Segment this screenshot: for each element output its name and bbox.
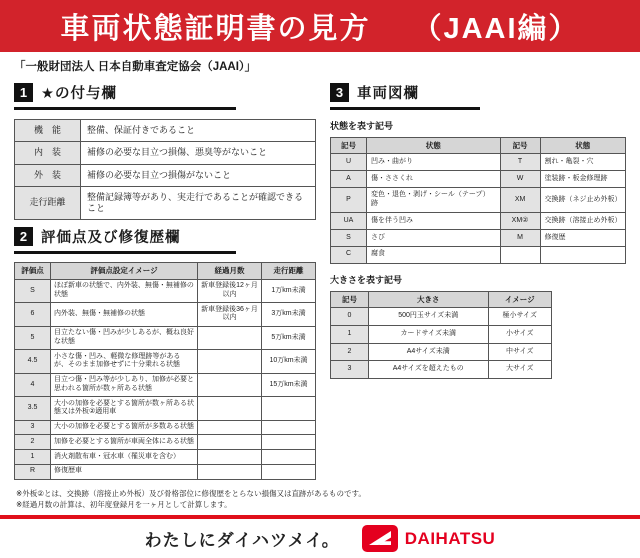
section-1-title: ★の付与欄 (41, 86, 117, 102)
grade-cell: 3 (15, 420, 51, 435)
condition-cell: 変色・退色・剥げ・シール（テープ）跡 (367, 187, 501, 213)
col-header-symbol: 記号 (331, 291, 369, 307)
image-cell: 極小サイズ (488, 308, 552, 326)
description-cell: 小さな傷・凹み、軽微な修理跡等があるが、そのまま加修せずに十分乗れる状態 (51, 350, 198, 374)
size-symbols-label: 大きさを表す記号 (330, 274, 403, 285)
table-row (15, 420, 316, 435)
table-row (331, 230, 626, 247)
symbol-cell: 1 (331, 325, 369, 343)
image-cell: 中サイズ (488, 343, 552, 361)
condition-cell: 割れ・亀裂・穴 (540, 154, 625, 171)
table-row (331, 246, 626, 263)
symbol-cell: UA (331, 213, 367, 230)
criteria-label-cell: 機 能 (15, 120, 81, 142)
table-row (331, 187, 626, 213)
image-cell: 大サイズ (488, 361, 552, 379)
col-header-image: イメージ (488, 291, 552, 307)
distance-cell: 5万km未満 (262, 326, 316, 350)
description-cell: 内外装、無傷・無補修の状態 (51, 303, 198, 327)
description-cell: 修復歴車 (51, 464, 198, 479)
table-row (15, 373, 316, 397)
table-row (331, 308, 552, 326)
symbol-cell: 3 (331, 361, 369, 379)
star-criteria-table (14, 119, 316, 220)
distance-cell (262, 397, 316, 421)
daihatsu-wordmark: DAIHATSU (404, 528, 496, 548)
table-row (331, 213, 626, 230)
months-cell (198, 326, 262, 350)
footnote-line: ※経過月数の計算は、初年度登録月を一ヶ月として計算します。 (16, 499, 232, 509)
criteria-desc-cell: 整備、保証付きであること (81, 120, 316, 142)
condition-cell: 凹み・曲がり (367, 154, 501, 171)
content-columns (0, 74, 640, 480)
table-row (331, 361, 552, 379)
months-cell (198, 420, 262, 435)
col-header-symbol: 記号 (331, 138, 367, 154)
table-row (15, 350, 316, 374)
size-cell: A4サイズ未満 (369, 343, 489, 361)
table-row (15, 303, 316, 327)
condition-cell: 腐食 (367, 246, 501, 263)
grade-cell: 6 (15, 303, 51, 327)
section-2-heading (14, 226, 236, 254)
daihatsu-logo (362, 525, 496, 552)
months-cell (198, 350, 262, 374)
criteria-label-cell: 走行距離 (15, 186, 81, 220)
table-row (15, 450, 316, 465)
section-2-number-badge: 2 (14, 227, 33, 246)
description-cell: 加修を必要とする箇所が車両全体にある状態 (51, 435, 198, 450)
condition-cell: 交換跡（溶接止め外板） (540, 213, 625, 230)
symbol-cell: A (331, 171, 367, 188)
table-row (15, 164, 316, 186)
col-header-distance: 走行距離 (262, 263, 316, 279)
page-edition: （JAAI編） (412, 12, 580, 45)
section-1-number-badge: 1 (14, 83, 33, 102)
distance-cell (262, 450, 316, 465)
table-header-row (15, 263, 316, 279)
table-row (331, 154, 626, 171)
distance-cell: 1万km未満 (262, 279, 316, 303)
col-header-grade: 評価点 (15, 263, 51, 279)
page-title: 車両状態証明書の見方 (60, 12, 371, 45)
image-cell: 小サイズ (488, 325, 552, 343)
col-header-months: 経過月数 (198, 263, 262, 279)
table-row (15, 186, 316, 220)
description-cell: 消火剤散布車・冠水車（罹災車を含む） (51, 450, 198, 465)
months-cell (198, 464, 262, 479)
distance-cell: 3万km未満 (262, 303, 316, 327)
criteria-desc-cell: 補修の必要な目立つ損傷がないこと (81, 164, 316, 186)
size-symbols-table (330, 291, 552, 379)
condition-cell: 傷・ささくれ (367, 171, 501, 188)
page-banner (0, 0, 640, 52)
section-3-heading (330, 82, 480, 110)
footnotes (0, 480, 640, 511)
section-3-title: 車両図欄 (357, 86, 419, 102)
grade-cell: 4 (15, 373, 51, 397)
criteria-desc-cell: 整備記録簿等があり、実走行であることが確認できること (81, 186, 316, 220)
table-row (331, 343, 552, 361)
symbol-cell: 0 (331, 308, 369, 326)
footnote-line: ※外板②とは、交換跡（溶接止め外板）及び骨格部位に修復歴をとらない損傷又は直跡があるものです。 (16, 488, 366, 498)
table-row (15, 120, 316, 142)
section-3-number-badge: 3 (330, 83, 349, 102)
symbol-cell: M (500, 230, 540, 247)
table-header-row (331, 138, 626, 154)
condition-symbols-table (330, 137, 626, 264)
distance-cell (262, 435, 316, 450)
distance-cell (262, 464, 316, 479)
symbol-cell: U (331, 154, 367, 171)
table-row (331, 171, 626, 188)
left-column (14, 76, 316, 480)
grade-cell: R (15, 464, 51, 479)
col-header-size: 大きさ (369, 291, 489, 307)
symbol-cell: XM② (500, 213, 540, 230)
organization-subtitle: 「一般財団法人 日本自動車査定協会（JAAI）」 (14, 61, 257, 73)
months-cell: 新車登録後12ヶ月以内 (198, 279, 262, 303)
col-header-condition: 状態 (367, 138, 501, 154)
condition-cell: 塗装跡・板金修理跡 (540, 171, 625, 188)
grade-cell: 2 (15, 435, 51, 450)
grade-cell: 4.5 (15, 350, 51, 374)
table-row (15, 464, 316, 479)
condition-cell: 交換跡（ネジ止め外板） (540, 187, 625, 213)
condition-cell: 修復歴 (540, 230, 625, 247)
distance-cell: 15万km未満 (262, 373, 316, 397)
distance-cell (262, 420, 316, 435)
condition-cell: さび (367, 230, 501, 247)
size-cell: A4サイズを超えたもの (369, 361, 489, 379)
condition-symbols-label: 状態を表す記号 (330, 121, 394, 131)
condition-cell (540, 246, 625, 263)
table-row (15, 279, 316, 303)
criteria-label-cell: 外 装 (15, 164, 81, 186)
distance-cell: 10万km未満 (262, 350, 316, 374)
size-cell: カードサイズ未満 (369, 325, 489, 343)
description-cell: 大小の加修を必要とする箇所が数ヶ所ある状態又は外板②適用車 (51, 397, 198, 421)
right-column (330, 76, 626, 480)
col-header-symbol: 記号 (500, 138, 540, 154)
grade-cell: 1 (15, 450, 51, 465)
col-header-image: 評価点設定イメージ (51, 263, 198, 279)
table-row (15, 435, 316, 450)
months-cell (198, 450, 262, 465)
size-cell: 500円玉サイズ未満 (369, 308, 489, 326)
description-cell: 大小の加修を必要とする箇所が多数ある状態 (51, 420, 198, 435)
symbol-cell: P (331, 187, 367, 213)
section-2-title: 評価点及び修復歴欄 (41, 230, 181, 247)
symbol-cell (500, 246, 540, 263)
daihatsu-slogan: わたしにダイハツメイ。 (144, 531, 340, 551)
grade-cell: 3.5 (15, 397, 51, 421)
months-cell: 新車登録後36ヶ月以内 (198, 303, 262, 327)
description-cell: ほぼ新車の状態で、内外装、無傷・無補修の状態 (51, 279, 198, 303)
evaluation-table (14, 262, 316, 479)
symbol-cell: 2 (331, 343, 369, 361)
table-row (331, 325, 552, 343)
col-header-condition: 状態 (540, 138, 625, 154)
months-cell (198, 373, 262, 397)
grade-cell: 5 (15, 326, 51, 350)
grade-cell: S (15, 279, 51, 303)
table-row (15, 142, 316, 164)
condition-cell: 傷を伴う凹み (367, 213, 501, 230)
table-row (15, 326, 316, 350)
footer (0, 519, 640, 558)
criteria-desc-cell: 補修の必要な目立つ損傷、悪臭等がないこと (81, 142, 316, 164)
months-cell (198, 435, 262, 450)
section-1-heading (14, 82, 236, 110)
table-header-row (331, 291, 552, 307)
description-cell: 目立つ傷・凹み等が少しあり、加修が必要と思われる箇所が数ヶ所ある状態 (51, 373, 198, 397)
symbol-cell: XM (500, 187, 540, 213)
table-row (15, 397, 316, 421)
symbol-cell: S (331, 230, 367, 247)
symbol-cell: W (500, 171, 540, 188)
symbol-cell: T (500, 154, 540, 171)
daihatsu-mark-icon (362, 525, 398, 552)
criteria-label-cell: 内 装 (15, 142, 81, 164)
symbol-cell: C (331, 246, 367, 263)
months-cell (198, 397, 262, 421)
description-cell: 目立たない傷・凹みが少しあるが、概ね良好な状態 (51, 326, 198, 350)
